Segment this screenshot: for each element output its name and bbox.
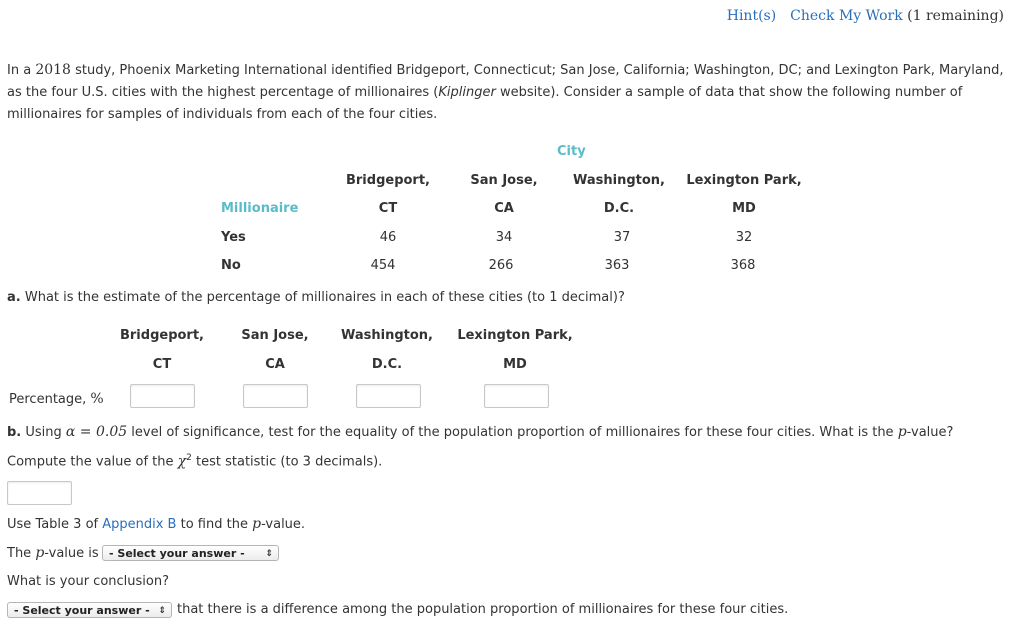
table-cell: 266 (488, 258, 514, 273)
source-name: Kiplinger (438, 85, 496, 100)
part-b-question: b. Using α = 0.05 level of significance, test for the equality of the population proportion of millionaires for these four cities. What is the p-value? (7, 424, 954, 440)
p-value-prompt: The p-value is (7, 545, 99, 561)
conclusion-suffix: that there is a difference among the population proportion of millionaires for these four cities. (177, 602, 789, 617)
row-label-yes: Yes (221, 230, 246, 245)
table-cell: 46 (379, 230, 397, 245)
percentage-input-lexington-park[interactable] (484, 384, 549, 408)
table-cell: 32 (735, 230, 753, 245)
part-a-col-subheader: CT (152, 357, 172, 372)
part-a-col-subheader: D.C. (371, 357, 403, 372)
table-col-subheader: MD (732, 201, 756, 216)
table-cell: 454 (370, 258, 396, 273)
table-group-header: City (557, 144, 586, 159)
table-cell: 368 (730, 258, 756, 273)
table-col-header: San Jose, (470, 173, 538, 188)
table-col-subheader: CA (494, 201, 514, 216)
appendix-b-link[interactable]: Appendix B (102, 517, 177, 532)
percentage-input-san-jose[interactable] (243, 384, 308, 408)
table-cell: 34 (495, 230, 513, 245)
table-col-header: Bridgeport, (345, 173, 430, 188)
hints-link[interactable]: Hint(s) (726, 8, 777, 24)
conclusion-question: What is your conclusion? (7, 574, 169, 589)
intro-paragraph: In a 2018 study, Phoenix Marketing International identified Bridgeport, Connecticut; San Jose, California; Washington, DC; and Lexington Park, Maryland, as the four U.S. cities with the highest percentage of millionaires (Kiplinger website). Consider a sample of data that show the following number of millionaires for samples of individuals from each of the four cities. (7, 62, 1004, 122)
table-row-header: Millionaire (221, 201, 299, 216)
part-a-col-subheader: MD (503, 357, 527, 372)
part-a-col-header: San Jose, (241, 328, 309, 343)
table-reference-text: Use Table 3 of Appendix B to find the p-value. (7, 516, 306, 532)
table-cell: 363 (604, 258, 630, 273)
p-value-select[interactable]: - Select your answer - ⇕ (102, 545, 279, 561)
percentage-input-washington[interactable] (356, 384, 421, 408)
conclusion-select[interactable]: - Select your answer - ⇕ (7, 602, 172, 618)
header-actions (727, 8, 1004, 24)
check-remaining-count: (1 remaining) (907, 8, 1004, 24)
table-col-header: Washington, (573, 173, 665, 188)
part-a-col-header: Lexington Park, (457, 328, 573, 343)
table-col-subheader: CT (378, 201, 398, 216)
study-year: 2018 (35, 62, 71, 78)
select-arrows-icon: ⇕ (265, 549, 273, 559)
chi-square-prompt: Compute the value of the $\chi^2$ test statistic (to 3 decimals). (7, 453, 383, 470)
part-a-col-header: Washington, (341, 328, 433, 343)
table-col-header: Lexington Park, (686, 173, 802, 188)
table-cell: 37 (613, 230, 631, 245)
select-arrows-icon: ⇕ (158, 606, 166, 616)
percentage-input-bridgeport[interactable] (130, 384, 195, 408)
check-my-work-link[interactable]: Check My Work (790, 8, 903, 24)
part-a-question: a. What is the estimate of the percentage of millionaires in each of these cities (to 1 decimal)? (7, 290, 625, 305)
percentage-row-label: Percentage, % (9, 391, 104, 407)
table-col-subheader: D.C. (603, 201, 635, 216)
chi-square-input[interactable] (7, 481, 72, 505)
part-a-col-header: Bridgeport, (119, 328, 204, 343)
part-a-col-subheader: CA (265, 357, 285, 372)
row-label-no: No (221, 258, 241, 273)
